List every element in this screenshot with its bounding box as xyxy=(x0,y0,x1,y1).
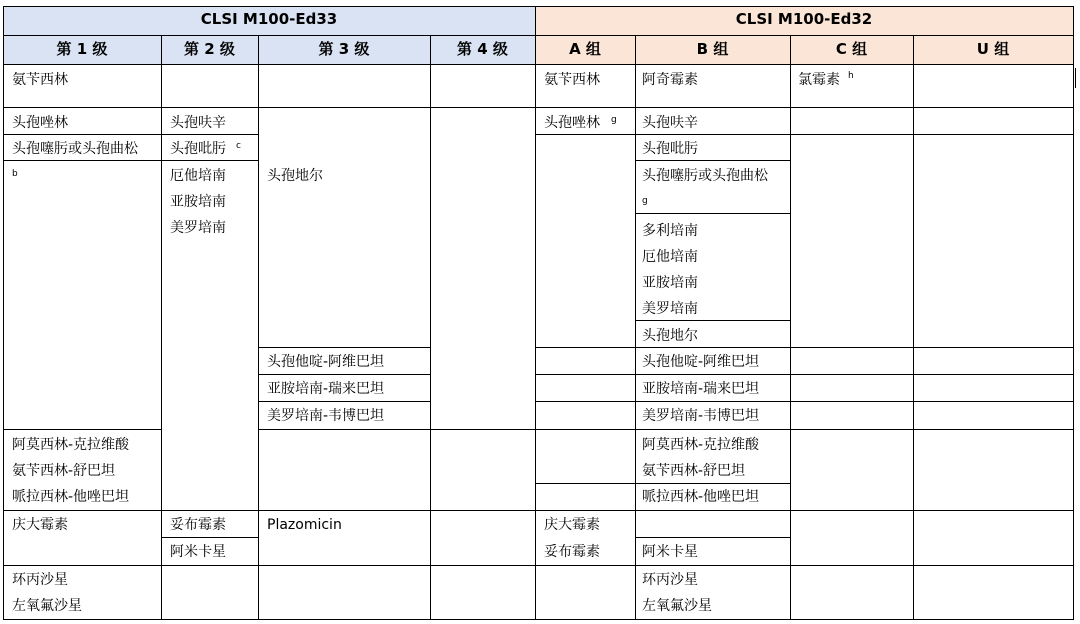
text-cursor xyxy=(1075,68,1076,88)
table-hline xyxy=(3,565,1074,566)
groupB-cefuroxime: 头孢呋辛 xyxy=(642,115,698,131)
groupB-doripenem: 多利培南 xyxy=(642,223,698,239)
tier2-tobramycin: 妥布霉素 xyxy=(170,517,226,533)
table-hline xyxy=(535,401,1074,402)
tier2-amikacin: 阿米卡星 xyxy=(170,544,226,560)
table-hline xyxy=(635,537,791,538)
table-hline xyxy=(635,320,791,321)
table-hline xyxy=(161,537,259,538)
tier3-ceftazidime-avibactam: 头孢他啶-阿维巴坦 xyxy=(267,354,385,370)
table-vline xyxy=(635,35,636,620)
groupA-ampicillin: 氨苄西林 xyxy=(544,72,600,88)
groupB-imipenem: 亚胺培南 xyxy=(642,275,698,291)
groupB-cefotaxime-ceftriaxone: 头孢噻肟或头孢曲松 xyxy=(642,168,768,184)
groupB-amp-sulbactam: 氨苄西林-舒巴坦 xyxy=(642,463,746,479)
tier2-ertapenem: 厄他培南 xyxy=(170,168,226,184)
col-header-tier1: 第 1 级 xyxy=(56,40,108,58)
col-header-tier4: 第 4 级 xyxy=(457,40,508,58)
table-hline xyxy=(3,107,1074,108)
table-hline xyxy=(535,374,1074,375)
footnote-g-b: g xyxy=(642,196,648,206)
tier2-cefuroxime: 头孢呋辛 xyxy=(170,115,226,131)
col-header-group-u: U 组 xyxy=(976,40,1010,58)
table-hline xyxy=(635,160,791,161)
footnote-b: b xyxy=(12,169,18,179)
ed32-title: CLSI M100-Ed32 xyxy=(735,10,873,28)
footnote-h: h xyxy=(848,71,854,81)
groupB-ciprofloxacin: 环丙沙星 xyxy=(642,572,698,588)
groupB-imipenem-relebactam: 亚胺培南-瑞来巴坦 xyxy=(642,381,760,397)
tier3-cefiderocol: 头孢地尔 xyxy=(267,168,323,184)
groupB-cefepime: 头孢吡肟 xyxy=(642,141,698,157)
table-hline xyxy=(258,347,431,348)
col-header-tier3: 第 3 级 xyxy=(318,40,370,58)
table-hline xyxy=(3,160,162,161)
groupC-chloramphenicol: 氯霉素 xyxy=(798,72,840,88)
tier1-cefotaxime-ceftriaxone: 头孢噻肟或头孢曲松 xyxy=(12,141,138,157)
table-vline xyxy=(3,6,4,620)
col-header-group-b: B 组 xyxy=(696,40,729,58)
table-hline xyxy=(635,213,791,214)
table-hline xyxy=(535,134,1074,135)
tier2-imipenem: 亚胺培南 xyxy=(170,194,226,210)
table-hline xyxy=(3,134,259,135)
tier1-levofloxacin: 左氧氟沙星 xyxy=(12,598,82,614)
groupA-gentamicin: 庆大霉素 xyxy=(544,517,600,533)
table-vline xyxy=(913,35,914,620)
tier1-ampicillin: 氨苄西林 xyxy=(12,72,68,88)
table-vline xyxy=(1073,6,1074,620)
groupB-levofloxacin: 左氧氟沙星 xyxy=(642,598,712,614)
table-vline xyxy=(258,35,259,620)
tier2-cefepime: 头孢吡肟 xyxy=(170,141,226,157)
groupB-meropenem-vaborbactam: 美罗培南-韦博巴坦 xyxy=(642,408,760,424)
table-hline xyxy=(535,483,791,484)
table-vline xyxy=(430,35,431,620)
groupB-amox-clav: 阿莫西林-克拉维酸 xyxy=(642,437,760,453)
table-hline xyxy=(3,429,162,430)
tier3-meropenem-vaborbactam: 美罗培南-韦博巴坦 xyxy=(267,408,385,424)
table-hline xyxy=(258,374,431,375)
tier1-amox-clav: 阿莫西林-克拉维酸 xyxy=(12,437,130,453)
groupB-ertapenem: 厄他培南 xyxy=(642,249,698,265)
groupB-cefiderocol: 头孢地尔 xyxy=(642,328,698,344)
tier1-ciprofloxacin: 环丙沙星 xyxy=(12,572,68,588)
table-hline xyxy=(258,401,431,402)
col-header-group-c: C 组 xyxy=(835,40,868,58)
footnote-c: c xyxy=(236,141,241,151)
table-hline xyxy=(161,160,259,161)
col-header-tier2: 第 2 级 xyxy=(184,40,235,58)
table-hline xyxy=(3,510,1074,511)
table-vline xyxy=(790,35,791,620)
ed33-title: CLSI M100-Ed33 xyxy=(200,10,338,28)
tier3-plazomicin: Plazomicin xyxy=(267,517,342,533)
groupB-ceftazidime-avibactam: 头孢他啶-阿维巴坦 xyxy=(642,354,760,370)
table-hline xyxy=(258,429,1074,430)
tier2-meropenem: 美罗培南 xyxy=(170,220,226,236)
groupB-amikacin: 阿米卡星 xyxy=(642,544,698,560)
footnote-g-a: g xyxy=(611,115,617,125)
groupB-azithromycin: 阿奇霉素 xyxy=(642,72,698,88)
table-hline xyxy=(535,347,1074,348)
groupB-pip-tazo: 哌拉西林-他唑巴坦 xyxy=(642,489,760,505)
groupA-cefazolin: 头孢唑林 xyxy=(544,115,600,131)
groupA-tobramycin: 妥布霉素 xyxy=(544,544,600,560)
col-header-group-a: A 组 xyxy=(569,40,601,58)
tier3-imipenem-relebactam: 亚胺培南-瑞来巴坦 xyxy=(267,381,385,397)
tier1-cefazolin: 头孢唑林 xyxy=(12,115,68,131)
tier1-pip-tazo: 哌拉西林-他唑巴坦 xyxy=(12,489,130,505)
tier1-amp-sulbactam: 氨苄西林-舒巴坦 xyxy=(12,463,116,479)
table-hline xyxy=(3,6,1074,7)
tier1-gentamicin: 庆大霉素 xyxy=(12,517,68,533)
table-vline xyxy=(535,6,536,620)
groupB-meropenem: 美罗培南 xyxy=(642,301,698,317)
table-vline xyxy=(161,35,162,620)
